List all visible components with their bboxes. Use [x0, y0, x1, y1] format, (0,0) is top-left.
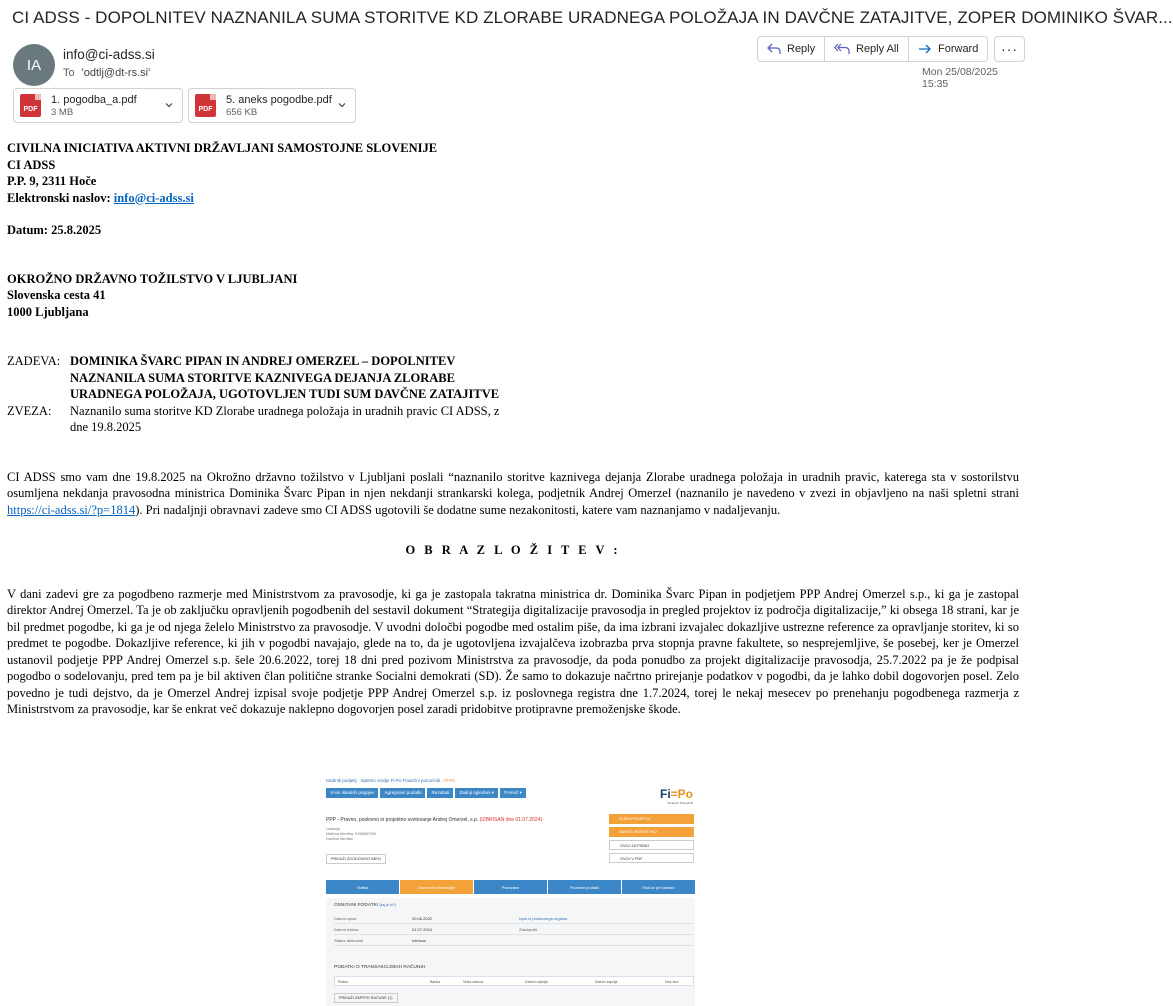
pdf-file-icon: PDF [20, 94, 41, 117]
fipo-nav-item: Vnos iskalnih pogojev [326, 788, 378, 798]
article-link[interactable]: https://ci-adss.si/?p=1814 [7, 502, 136, 517]
reply-label: Reply [787, 43, 816, 55]
embedded-screenshot [322, 773, 698, 1006]
zadeva-text: DOMINIKA ŠVARC PIPAN IN ANDREJ OMERZEL – DOPOLNITEV NAZNANILA SUMA STORITVE KAZNIVEGA DEJANJA ZLORABE URADNEGA POLOŽAJA, UGOTOVLJEN TUDI SUM DAVČNE ZATAJITVE [70, 354, 500, 401]
table-header-cell: Datum zaprtja [595, 980, 618, 984]
fipo-section-title [334, 903, 396, 908]
fipo-logo-sub: Finančni Pomočnik [667, 801, 693, 805]
received-date: Mon 25/08/2025 15:35 [922, 66, 998, 90]
intro-text-1: CI ADSS smo vam dne 19.8.2025 na Okrožno državno tožilstvo v Ljubljani poslali “naznanilo storitve kaznivega dejanja Zlorabe uradnega položaja in uradnih pravic, katerega sta v sostorilstvu osumljena nekdanja pravosodna ministrica Dominika Švarc Pipan in njen nekdanji strankarski kolega, podjetnik Andrej Omerzel (naznanilo je navedeno v zvezi in objavljeno na naši spletni strani [7, 469, 1019, 500]
reply-all-button[interactable] [825, 36, 909, 62]
reply-all-icon [834, 43, 850, 55]
zadeva-label: ZADEVA: [7, 354, 61, 368]
fipo-section-title: PODATKI O TRANSAKCIJSKIH RAČUNIH [334, 965, 426, 970]
fipo-row [334, 936, 694, 946]
chevron-down-icon[interactable] [337, 100, 347, 110]
fipo-tab: Povezave [474, 880, 547, 894]
meta-line: Matična številka: 9158887000 [326, 832, 377, 836]
fipo-side-button: OVOJ V PDF [609, 853, 694, 863]
attachment-size: 3 MB [51, 106, 74, 118]
attachment-name: 1. pogodba_a.pdf [51, 93, 137, 106]
crumb-item: Fi-Po [444, 778, 456, 783]
row-extra: Izpis iz poslovnega registra [519, 916, 568, 921]
fipo-tab: Finančni podatki [548, 880, 621, 894]
crumb-item: Spletno orodje Fi-Po Finančni pomočnik [360, 778, 441, 783]
fipo-row [334, 925, 694, 935]
row-label: Datum vpisa [334, 916, 357, 921]
recipient-address[interactable]: 'odtlj@dt-rs.si' [81, 67, 151, 79]
forward-button[interactable] [909, 36, 988, 62]
message-body [7, 140, 1019, 718]
table-header-cell: Banka [430, 980, 441, 984]
org-address: P.P. 9, 2311 Hoče [7, 174, 97, 188]
email-subject: CI ADSS - DOPOLNITEV NAZNANILA SUMA STORITVE KD ZLORABE URADNEGA POLOŽAJA IN DAVČNE ZATAJITVE, ZOPER DOMINIKO ŠVAR... [12, 8, 1173, 27]
intro-text-2: ). Pri nadaljnji obravnavi zadeve smo CI ADSS ugotovili še dodatne sume nezakonitosti, katere vam naznanjamo v nadaljevanju. [135, 502, 781, 517]
org-short: CI ADSS [7, 157, 56, 172]
section-heading: O B R A Z L O Ž I T E V : [405, 543, 621, 557]
row-extra: Zastopniki [519, 927, 538, 932]
row-value: Izbrisan [412, 938, 427, 943]
fipo-tab: Vizitka [326, 880, 399, 894]
reply-icon [767, 43, 781, 55]
fipo-history-button: PRIKAŽI ZGODOVINO IMEN [326, 854, 386, 864]
fipo-tab: Računi pri bankah [622, 880, 695, 894]
recipient-city: 1000 Ljubljana [7, 304, 89, 319]
forward-label: Forward [938, 43, 979, 55]
recipient-street: Slovenska cesta 41 [7, 288, 106, 302]
more-actions-button[interactable]: ··· [994, 36, 1025, 62]
body-paragraph: V dani zadevi gre za pogodbeno razmerje med Ministrstvom za pravosodje, ki ga je zastopala takratna ministrica dr. Dominika Švarc Pipan in podjetjem PPP Andrej Omerzel s.p., ki ga je zastopal direktor Andrej Omerzel. Ta je ob zaključku opravljenih pogodbenih del sestavil dokument “Strategija digitalizacije pravosodja in pregled projektov iz področja digitalizacije,” ki obsega 18 strani, kar je bil predmet pogodbe, ki ga je od njega želelo Ministrstvo za pravosodje. V uvodni določbi pogodbe med ostalim piše, da ima izbrani izvajalec dokazljive ustrezne reference za opravljanje storitev, ki so predmet te pogodbe. Dokazljive reference, ki jih v pogodbi navajajo, glede na to, da je ugotovljena izvajalčeva izobrazba prva stopnja pravne fakultete, so nesprejemljive, še posebej, ker je Omerzel ustanovil podjetje PPP Andrej Omerzel s.p. šele 20.6.2022, torej 18 dni pred pozivom Ministrstva za pravosodje, da poda ponudbo za projekt digitalizacije pravosodja, 25.7.2022 pa je že podpisal pogodbo o sodelovanju, pred tem pa je bil aktiven član politične stranke Socialni demokrati (SD). Že samo to dokazuje načrtno prirejanje podatkov v pogodbi, da je lahko dobil dogovorjen posel. Zelo povedno je tudi dejstvo, da je Omerzel Andrej izpisal svoje podjetje PPP Andrej Omerzel s.p. iz poslovnega registra dne 1.7.2024, torej le nekaj mesecev po prenehanju pogodbenega razmerja z Ministrstvom za pravosodje, kar še enkrat več dokazuje naklepno dogovorjen posel zaradi pridobitve protipravne premoženjske škode. [7, 586, 1019, 716]
attachment-size: 656 KB [226, 106, 258, 118]
reply-button[interactable] [757, 36, 825, 62]
row-value: 20.06.2022 [412, 916, 433, 921]
row-label: Datum izbrisa [334, 927, 359, 932]
row-label: Status aktivnosti [334, 938, 364, 943]
sender-address[interactable]: info@ci-adss.si [63, 47, 155, 62]
attachment-name: 5. aneks pogodbe.pdf [226, 93, 332, 106]
zveza-text: Naznanilo suma storitve KD Zlorabe uradnega položaja in uradnih pravic CI ADSS, z dne 19.8.2025 [70, 403, 500, 434]
fipo-table-header [334, 976, 694, 986]
fipo-side-button: OVOJ ZA PISMO [609, 840, 694, 850]
fipo-row [334, 914, 694, 924]
fipo-nav-item: Zadnji ogledani ▾ [455, 788, 498, 798]
row-value: 01.07.2024 [412, 927, 433, 932]
chevron-down-icon[interactable] [164, 100, 174, 110]
fipo-tabs [326, 880, 695, 894]
subject-block [7, 353, 1019, 436]
fipo-nav-item: Pomoč ▾ [500, 788, 526, 798]
forward-icon [918, 43, 932, 55]
company-meta [326, 827, 376, 842]
crumb-item: Iskalnik podjetij [326, 778, 357, 783]
reply-all-label: Reply All [856, 43, 899, 55]
attachment-1[interactable] [13, 88, 183, 123]
intro-paragraph [7, 469, 1019, 519]
breadcrumb: Iskalnik podjetij · Spletno orodje Fi-Po Finančni pomočnik · Fi-Po [326, 778, 456, 783]
table-header-cell: Vrsta računa [463, 980, 484, 984]
fipo-table-button: PRIKAŽI ZAPRTE RAČUNE (1) [334, 993, 398, 1003]
meta-line: Lokacija [326, 827, 340, 831]
zveza-label: ZVEZA: [7, 403, 52, 418]
email-label: Elektronski naslov: [7, 190, 114, 205]
meta-line: Davčna številka [326, 837, 353, 841]
attachment-2[interactable] [188, 88, 356, 123]
fipo-side-button: SLEDI PODJETJU [609, 814, 694, 824]
fipo-side-button: NAROČI BONITETNO [609, 827, 694, 837]
recipient-line [63, 67, 150, 79]
logo-part: =Po [670, 787, 693, 801]
logo-part: Fi [659, 787, 671, 801]
section-link: (kaj je to?) [379, 903, 396, 907]
fipo-nav-item: Agregirani podatki [380, 788, 425, 798]
fipo-logo [660, 787, 693, 801]
org-email-line [7, 190, 1019, 207]
fipo-nav-item: Rezultati [427, 788, 453, 798]
org-name: CIVILNA INICIATIVA AKTIVNI DRŽAVLJANI SAMOSTOJNE SLOVENIJE [7, 141, 438, 155]
fipo-tab-active: Osnovne informacije [400, 880, 473, 894]
pdf-file-icon: PDF [195, 94, 216, 117]
company-status: (IZBRISAN dne 01.07.2024) [479, 817, 543, 823]
sender-avatar[interactable]: IA [13, 44, 55, 86]
company-name: PPP - Pravno, poslovno in projektno svetovanje Andrej Omerzel, s.p. [326, 817, 479, 823]
table-header-cell: Datum odprtja [525, 980, 548, 984]
fipo-navbar [326, 788, 526, 798]
org-email-link[interactable]: info@ci-adss.si [113, 190, 194, 205]
section-text: OSNOVNI PODATKI [334, 903, 379, 908]
company-title [326, 817, 542, 823]
fipo-panel [326, 898, 695, 1006]
letter-date: Datum: 25.8.2025 [7, 223, 102, 237]
to-label: To [63, 67, 75, 79]
recipient-name: OKROŽNO DRŽAVNO TOŽILSTVO V LJUBLJANI [7, 271, 298, 286]
message-actions [757, 36, 1025, 62]
table-header-cell: Račun [338, 980, 349, 984]
table-header-cell: Nep.stor [665, 980, 679, 984]
